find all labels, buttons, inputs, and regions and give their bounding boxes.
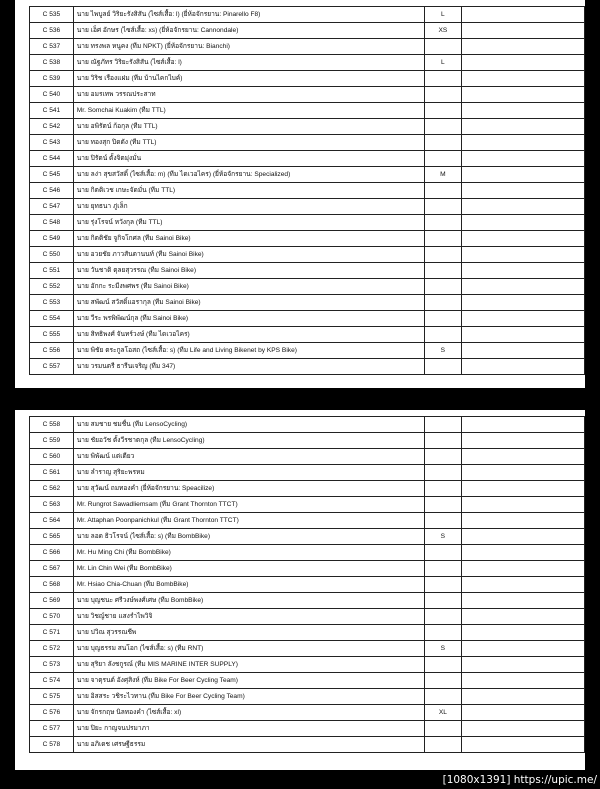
rider-code: C 572 (30, 641, 74, 657)
table-row (15, 513, 585, 529)
blank-cell (462, 7, 585, 23)
table-row (15, 343, 585, 359)
rider-name: นาย พิชัย ตระกูลโอสถ (ไซส์เสื้อ: s) (ทีม Life and Living Bikenet by KPS Bike) (73, 343, 424, 359)
shirt-size (424, 39, 461, 55)
shirt-size: S (424, 529, 461, 545)
row-spacer (15, 513, 30, 529)
shirt-size (424, 359, 461, 375)
row-spacer (15, 625, 30, 641)
row-spacer (15, 327, 30, 343)
rider-code: C 555 (30, 327, 74, 343)
shirt-size (424, 481, 461, 497)
rider-name: นาย สุริยา ลังชกูรณ์ (ทีม MIS MARINE INTER SUPPLY) (73, 657, 424, 673)
rider-code: C 574 (30, 673, 74, 689)
table-row (15, 39, 585, 55)
row-spacer (15, 55, 30, 71)
row-spacer (15, 417, 30, 433)
table-row (15, 609, 585, 625)
table-row (15, 279, 585, 295)
blank-cell (462, 593, 585, 609)
rider-name: Mr. Lin Chin Wei (ทีม BombBike) (73, 561, 424, 577)
blank-cell (462, 529, 585, 545)
row-spacer (15, 231, 30, 247)
sheet-page-1 (15, 0, 585, 388)
rider-code: C 536 (30, 23, 74, 39)
rider-code: C 541 (30, 103, 74, 119)
row-spacer (15, 7, 30, 23)
row-spacer (15, 737, 30, 753)
row-spacer (15, 295, 30, 311)
table-row (15, 497, 585, 513)
blank-cell (462, 737, 585, 753)
table-row (15, 673, 585, 689)
row-spacer (15, 673, 30, 689)
blank-cell (462, 231, 585, 247)
row-spacer (15, 343, 30, 359)
table-row (15, 7, 585, 23)
rider-name: นาย วันชาติ ตุลยสุวรรณ (ทีม Sainoi Bike) (73, 263, 424, 279)
shirt-size (424, 119, 461, 135)
blank-cell (462, 641, 585, 657)
shirt-size (424, 673, 461, 689)
table-row (15, 55, 585, 71)
rider-name: นาย วิริช เรืองแฝม (ทีม บ้านไคกไบค์) (73, 71, 424, 87)
rider-code: C 577 (30, 721, 74, 737)
rider-name: นาย อมรเทพ วรรณประสาท (73, 87, 424, 103)
rider-name: นาย อภิเดช เศรษฐีธรรม (73, 737, 424, 753)
rider-code: C 569 (30, 593, 74, 609)
rider-name: นาย ชัยอวัช ตั้งวีรชาตกุล (ทีม LensoCycling) (73, 433, 424, 449)
row-spacer (15, 705, 30, 721)
table-row (15, 87, 585, 103)
blank-cell (462, 295, 585, 311)
rider-name: Mr. Hu Ming Chi (ทีม BombBike) (73, 545, 424, 561)
blank-cell (462, 135, 585, 151)
blank-cell (462, 167, 585, 183)
row-spacer (15, 449, 30, 465)
row-spacer (15, 119, 30, 135)
rider-code: C 538 (30, 55, 74, 71)
blank-cell (462, 343, 585, 359)
blank-cell (462, 449, 585, 465)
blank-cell (462, 625, 585, 641)
blank-cell (462, 561, 585, 577)
shirt-size (424, 87, 461, 103)
shirt-size (424, 737, 461, 753)
rider-name: นาย จักรกฤษ นิลทองคำ (ไซส์เสื้อ: xl) (73, 705, 424, 721)
blank-cell (462, 545, 585, 561)
rider-name: นาย อพิรัตน์ ก้อกุล (ทีม TTL) (73, 119, 424, 135)
shirt-size (424, 657, 461, 673)
rider-code: C 551 (30, 263, 74, 279)
rider-code: C 543 (30, 135, 74, 151)
blank-cell (462, 609, 585, 625)
table-row (15, 481, 585, 497)
row-spacer (15, 311, 30, 327)
row-spacer (15, 561, 30, 577)
rider-code: C 547 (30, 199, 74, 215)
rider-code: C 542 (30, 119, 74, 135)
row-spacer (15, 433, 30, 449)
shirt-size (424, 465, 461, 481)
rider-code: C 568 (30, 577, 74, 593)
rider-name: นาย ณัฐภัทร วิริยะรังสิสัน (ไซส์เสื้อ: l) (73, 55, 424, 71)
rider-name: นาย กิตติเวช เกษะจัดมั่น (ทีม TTL) (73, 183, 424, 199)
shirt-size (424, 263, 461, 279)
rider-name: นาย วิชญ์ชาย แสงรำไพวิจิ (73, 609, 424, 625)
blank-cell (462, 247, 585, 263)
row-spacer (15, 263, 30, 279)
rider-code: C 565 (30, 529, 74, 545)
table-row (15, 625, 585, 641)
rider-code: C 545 (30, 167, 74, 183)
shirt-size (424, 151, 461, 167)
row-spacer (15, 577, 30, 593)
blank-cell (462, 657, 585, 673)
rider-code: C 548 (30, 215, 74, 231)
shirt-size (424, 231, 461, 247)
rider-code: C 537 (30, 39, 74, 55)
shirt-size (424, 279, 461, 295)
shirt-size (424, 327, 461, 343)
shirt-size (424, 311, 461, 327)
table-row (15, 23, 585, 39)
table-row (15, 641, 585, 657)
table-row (15, 103, 585, 119)
rider-name: นาย ปิยะ กาญจนปรมาภา (73, 721, 424, 737)
shirt-size (424, 199, 461, 215)
shirt-size (424, 247, 461, 263)
table-row (15, 231, 585, 247)
blank-cell (462, 689, 585, 705)
table-row (15, 737, 585, 753)
rider-name: Mr. Rungrot Sawadliemsam (ทีม Grant Thornton TTCT) (73, 497, 424, 513)
shirt-size (424, 561, 461, 577)
shirt-size: M (424, 167, 461, 183)
blank-cell (462, 71, 585, 87)
rider-name: นาย อิสสระ วชิระไวทาน (ทีม Bike For Beer Cycling Team) (73, 689, 424, 705)
sheet-page-2 (15, 410, 585, 770)
blank-cell (462, 481, 585, 497)
rider-name: นาย สุวัฒน์ ถมทองคำ (ยี่ห้อจักรยาน: Speacilize) (73, 481, 424, 497)
row-spacer (15, 529, 30, 545)
rider-name: นาย วีระ พรพิพัฒน์กุล (ทีม Sainoi Bike) (73, 311, 424, 327)
rider-name: Mr. Hsiao Chia-Chuan (ทีม BombBike) (73, 577, 424, 593)
table-row (15, 215, 585, 231)
table-row (15, 705, 585, 721)
rider-code: C 540 (30, 87, 74, 103)
blank-cell (462, 721, 585, 737)
blank-cell (462, 55, 585, 71)
rider-name: นาย เอ็ศ อักษร (ไซส์เสื้อ: xs) (ยี่ห้อจักรยาน: Cannondale) (73, 23, 424, 39)
blank-cell (462, 359, 585, 375)
row-spacer (15, 689, 30, 705)
blank-cell (462, 39, 585, 55)
rider-name: นาย จาตุรนต์ อังศุสิงห์ (ทีม Bike For Beer Cycling Team) (73, 673, 424, 689)
table-row (15, 295, 585, 311)
table-row (15, 593, 585, 609)
watermark-text: [1080x1391] https://upic.me/ (442, 774, 597, 786)
rider-name: นาย ยุทธนา ภู่เล็ก (73, 199, 424, 215)
rider-code: C 576 (30, 705, 74, 721)
row-spacer (15, 465, 30, 481)
rider-name: นาย สมชาย ชมชื่น (ทีม LensoCycling) (73, 417, 424, 433)
shirt-size (424, 721, 461, 737)
shirt-size (424, 103, 461, 119)
rider-name: นาย สิทธิพงศ์ จันทร์วงษ์ (ทีม ไดเวอไคร) (73, 327, 424, 343)
rider-code: C 553 (30, 295, 74, 311)
rider-code: C 571 (30, 625, 74, 641)
table-row (15, 545, 585, 561)
rider-name: นาย ลอด ธิวโรจน์ (ไซส์เสื้อ: s) (ทีม BombBike) (73, 529, 424, 545)
shirt-size (424, 71, 461, 87)
shirt-size (424, 449, 461, 465)
row-spacer (15, 545, 30, 561)
row-spacer (15, 279, 30, 295)
row-spacer (15, 359, 30, 375)
rider-name: นาย ไพบูลย์ วิริยะรังสิสัน (ไซส์เสื้อ: l) (ยี่ห้อจักรยาน: Pinarello F8) (73, 7, 424, 23)
table-row (15, 247, 585, 263)
rider-code: C 561 (30, 465, 74, 481)
table-row (15, 417, 585, 433)
table-row (15, 327, 585, 343)
table-row (15, 71, 585, 87)
row-spacer (15, 103, 30, 119)
rider-name: นาย ลง่า สุขสวัสดิ์ (ไซส์เสื้อ: m) (ทีม ไดเวอไคร) (ยี่ห้อจักรยาน: Specialized) (73, 167, 424, 183)
rider-code: C 550 (30, 247, 74, 263)
table-row (15, 561, 585, 577)
row-spacer (15, 215, 30, 231)
shirt-size (424, 609, 461, 625)
blank-cell (462, 279, 585, 295)
rider-code: C 539 (30, 71, 74, 87)
rider-name: นาย บุญชนะ ศรีวงษ์พงศ์เศษ (ทีม BombBike) (73, 593, 424, 609)
table-row (15, 689, 585, 705)
blank-cell (462, 263, 585, 279)
table-row (15, 529, 585, 545)
row-spacer (15, 23, 30, 39)
table-row (15, 311, 585, 327)
rider-name: นาย สพัฒน์ สวัสดิ์แอรากุล (ทีม Sainoi Bike) (73, 295, 424, 311)
rider-code: C 578 (30, 737, 74, 753)
shirt-size (424, 417, 461, 433)
rider-code: C 546 (30, 183, 74, 199)
rider-name: นาย อักกะ ระมีงพศพร (ทีม Sainoi Bike) (73, 279, 424, 295)
shirt-size (424, 593, 461, 609)
rider-code: C 554 (30, 311, 74, 327)
shirt-size: L (424, 7, 461, 23)
row-spacer (15, 87, 30, 103)
table-row (15, 167, 585, 183)
rider-code: C 552 (30, 279, 74, 295)
row-spacer (15, 183, 30, 199)
blank-cell (462, 497, 585, 513)
rider-code: C 563 (30, 497, 74, 513)
row-spacer (15, 481, 30, 497)
rider-code: C 556 (30, 343, 74, 359)
rider-code: C 535 (30, 7, 74, 23)
row-spacer (15, 593, 30, 609)
row-spacer (15, 247, 30, 263)
rider-code: C 575 (30, 689, 74, 705)
rider-name: นาย ทองสุก ปิดตัง (ทีม TTL) (73, 135, 424, 151)
table-row (15, 465, 585, 481)
rider-code: C 544 (30, 151, 74, 167)
rider-code: C 549 (30, 231, 74, 247)
shirt-size (424, 215, 461, 231)
shirt-size (424, 689, 461, 705)
shirt-size (424, 183, 461, 199)
row-spacer (15, 71, 30, 87)
registration-table-2 (15, 416, 585, 753)
shirt-size (424, 577, 461, 593)
shirt-size (424, 545, 461, 561)
rider-code: C 566 (30, 545, 74, 561)
row-spacer (15, 657, 30, 673)
blank-cell (462, 119, 585, 135)
blank-cell (462, 103, 585, 119)
shirt-size (424, 295, 461, 311)
rider-code: C 570 (30, 609, 74, 625)
row-spacer (15, 609, 30, 625)
rider-name: นาย วรมนตรี ธารีนเจริญ (ทีม 347) (73, 359, 424, 375)
blank-cell (462, 327, 585, 343)
blank-cell (462, 577, 585, 593)
row-spacer (15, 135, 30, 151)
row-spacer (15, 199, 30, 215)
table-row (15, 359, 585, 375)
rider-name: นาย ปิรัตน์ ตั้งจิตมุ่งมั่น (73, 151, 424, 167)
blank-cell (462, 199, 585, 215)
shirt-size: XS (424, 23, 461, 39)
row-spacer (15, 721, 30, 737)
blank-cell (462, 23, 585, 39)
row-spacer (15, 39, 30, 55)
shirt-size (424, 625, 461, 641)
rider-code: C 564 (30, 513, 74, 529)
table-row (15, 263, 585, 279)
shirt-size: L (424, 55, 461, 71)
blank-cell (462, 87, 585, 103)
rider-name: นาย รุ่งโรจน์ หวังกุล (ทีม TTL) (73, 215, 424, 231)
blank-cell (462, 513, 585, 529)
blank-cell (462, 311, 585, 327)
shirt-size (424, 433, 461, 449)
rider-name: นาย พิพัฒน์ แต่เตียว (73, 449, 424, 465)
rider-name: นาย ทรงพล หนูคง (ทีม NPKT) (ยี่ห้อจักรยาน: Bianchi) (73, 39, 424, 55)
table-row (15, 151, 585, 167)
rider-name: นาย ปวิณ สุวรรณชีพ (73, 625, 424, 641)
shirt-size (424, 513, 461, 529)
row-spacer (15, 641, 30, 657)
registration-table-1 (15, 6, 585, 375)
shirt-size (424, 135, 461, 151)
table-row (15, 433, 585, 449)
blank-cell (462, 151, 585, 167)
table-row (15, 135, 585, 151)
shirt-size (424, 497, 461, 513)
rider-name: นาย บุญธรรม สนโอก (ไซส์เสื้อ: s) (ทีม RNT) (73, 641, 424, 657)
rider-name: นาย กิตติชัย จูกิจโกศล (ทีม Sainoi Bike) (73, 231, 424, 247)
row-spacer (15, 167, 30, 183)
table-row (15, 199, 585, 215)
blank-cell (462, 183, 585, 199)
blank-cell (462, 433, 585, 449)
shirt-size: S (424, 343, 461, 359)
row-spacer (15, 151, 30, 167)
rider-code: C 558 (30, 417, 74, 433)
table-row (15, 657, 585, 673)
rider-code: C 557 (30, 359, 74, 375)
table-row (15, 721, 585, 737)
rider-name: นาย ลำราญ สุริยะพรหม (73, 465, 424, 481)
shirt-size: XL (424, 705, 461, 721)
rider-code: C 567 (30, 561, 74, 577)
table-row (15, 449, 585, 465)
table-row (15, 183, 585, 199)
row-spacer (15, 497, 30, 513)
table-row (15, 119, 585, 135)
rider-code: C 559 (30, 433, 74, 449)
rider-name: Mr. Somchai Kuakim (ทีม TTL) (73, 103, 424, 119)
rider-code: C 562 (30, 481, 74, 497)
blank-cell (462, 705, 585, 721)
blank-cell (462, 465, 585, 481)
rider-name: Mr. Attaphan Poonpanichkul (ทีม Grant Thornton TTCT) (73, 513, 424, 529)
rider-name: นาย อวยชัย ภาวสันตานนท์ (ทีม Sainoi Bike) (73, 247, 424, 263)
shirt-size: S (424, 641, 461, 657)
blank-cell (462, 673, 585, 689)
table-row (15, 577, 585, 593)
blank-cell (462, 215, 585, 231)
rider-code: C 560 (30, 449, 74, 465)
blank-cell (462, 417, 585, 433)
rider-code: C 573 (30, 657, 74, 673)
